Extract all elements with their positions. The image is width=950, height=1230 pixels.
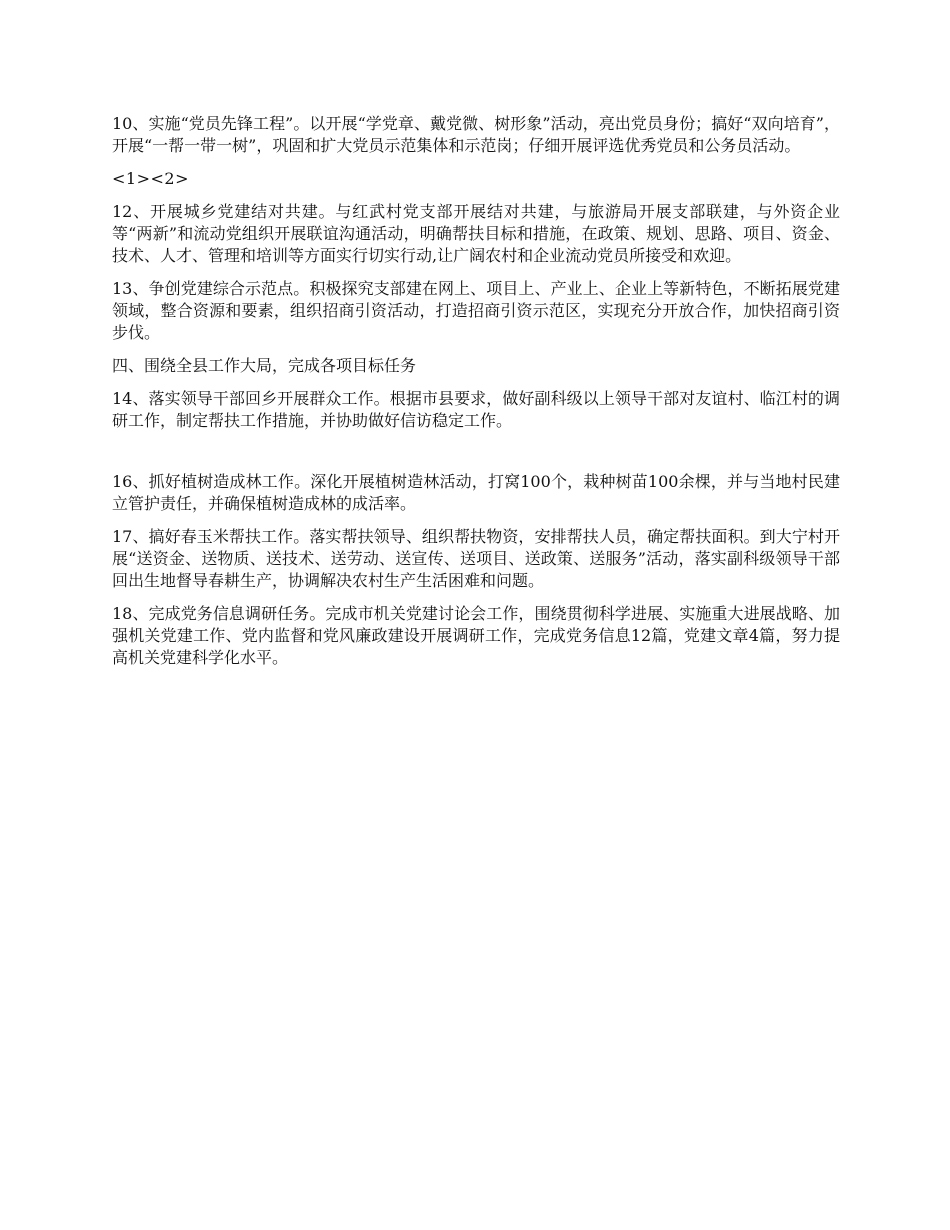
paragraph-item-10: 10、实施“党员先锋工程”。以开展“学党章、戴党微、树形象”活动，亮出党员身份；搞好“双向培育”，开展“一帮一带一树”，巩固和扩大党员示范集体和示范岗；仔细开展评选优秀党员和公务员活动。: [112, 114, 840, 155]
paragraph-item-14: 14、落实领导干部回乡开展群众工作。根据市县要求，做好副科级以上领导干部对友谊村、临江村的调研工作，制定帮扶工作措施，并协助做好信访稳定工作。: [112, 389, 840, 430]
section-heading-four: 四、围绕全县工作大局，完成各项目标任务: [112, 356, 417, 375]
blank-gap: [112, 443, 840, 471]
paragraph-item-18: 18、完成党务信息调研任务。完成市机关党建讨论会工作，围绕贯彻科学进展、实施重大进展战略、加强机关党建工作、党内监督和党风廉政建设开展调研工作，完成党务信息12篇，党建文章4篇，努力提高机关党建科学化水平。: [112, 604, 840, 667]
paragraph-item-12: 12、开展城乡党建结对共建。与红武村党支部开展结对共建，与旅游局开展支部联建，与外资企业等“两新”和流动党组织开展联谊沟通活动，明确帮扶目标和措施，在政策、规划、思路、项目、资金、技术、人才、管理和培训等方面实行切实行动,让广阔农村和企业流动党员所接受和欢迎。: [112, 202, 840, 265]
paragraph-item-13: 13、争创党建综合示范点。积极探究支部建在网上、项目上、产业上、企业上等新特色，不断拓展党建领域，整合资源和要素，组织招商引资活动，打造招商引资示范区，实现充分开放合作，加快招商引资步伐。: [112, 279, 840, 342]
paragraph-item-17: 17、搞好春玉米帮扶工作。落实帮扶领导、组织帮扶物资，安排帮扶人员，确定帮扶面积。到大宁村开展“送资金、送物质、送技术、送劳动、送宣传、送项目、送政策、送服务”活动，落实副科级领导干部回出生地督导春耕生产，协调解决农村生产生活困难和问题。: [112, 527, 840, 590]
document-body: [112, 113, 840, 680]
page-marker: <1><2>: [112, 169, 189, 188]
paragraph-item-16: 16、抓好植树造成林工作。深化开展植树造林活动，打窝100个，栽种树苗100余棵，并与当地村民建立管护责任，并确保植树造成林的成活率。: [112, 472, 840, 513]
